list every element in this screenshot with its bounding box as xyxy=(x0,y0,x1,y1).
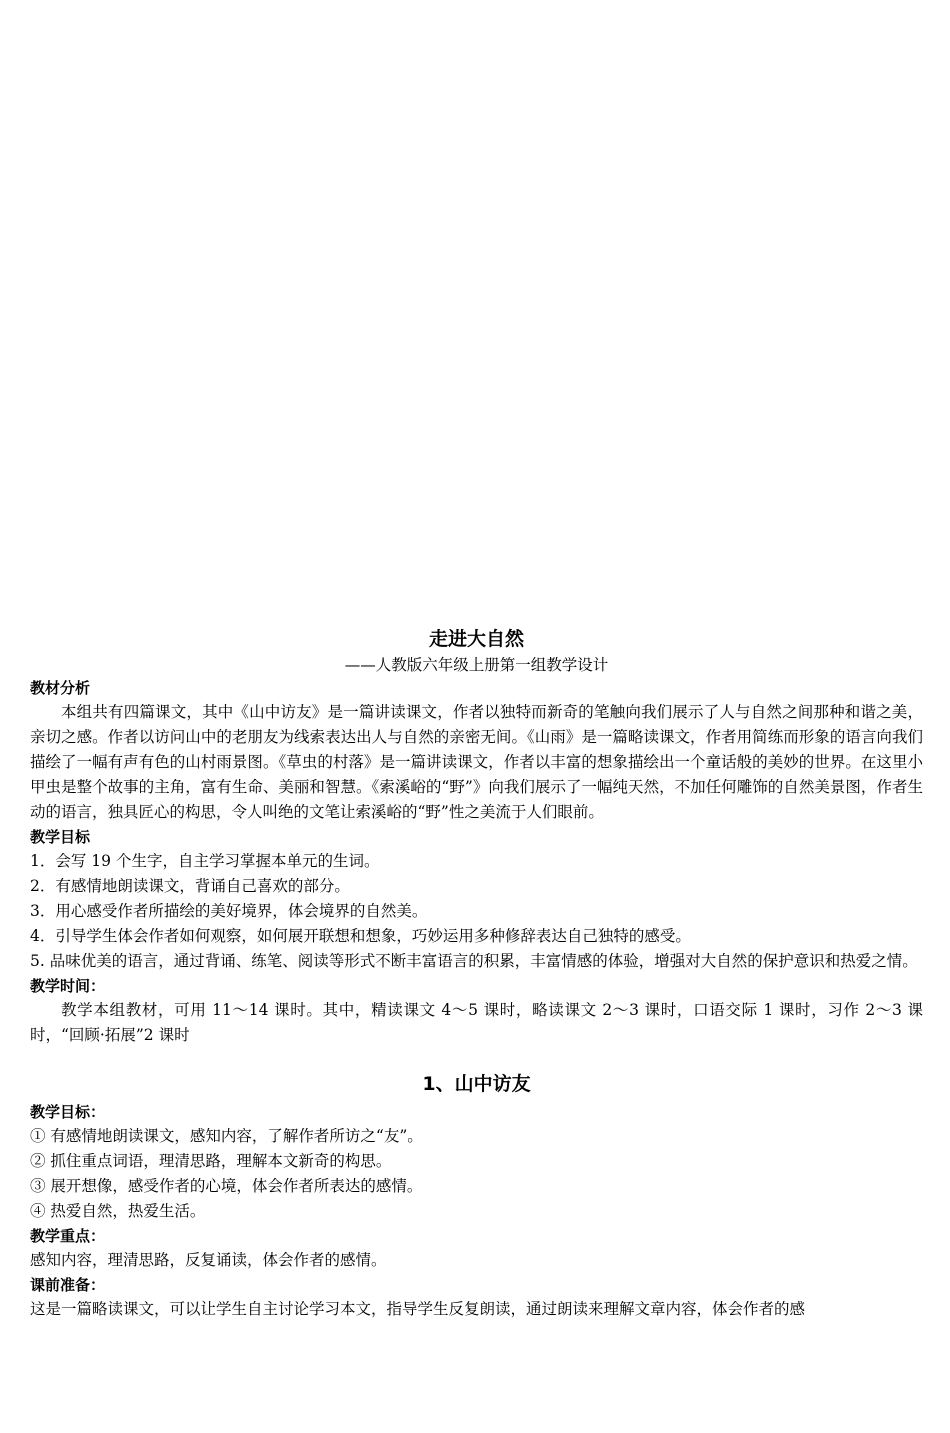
lesson-goal-item: ① 有感情地朗读课文，感知内容，了解作者所访之“友”。 xyxy=(30,1127,423,1145)
unit-goal-item: 5. 品味优美的语言，通过背诵、练笔、阅读等形式不断丰富语言的积累，丰富情感的体验，增强对大自然的保护意识和热爱之情。 xyxy=(30,952,918,970)
unit-goals-list xyxy=(30,849,923,974)
unit-subtitle: ——人教版六年级上册第一组教学设计 xyxy=(344,656,609,674)
key-points-text: 感知内容，理清思路，反复诵读，体会作者的感情。 xyxy=(30,1251,387,1269)
preparation-heading: 课前准备： xyxy=(30,1276,106,1294)
lesson-goal-item: ④ 热爱自然，热爱生活。 xyxy=(30,1202,206,1220)
lesson-goals-heading: 教学目标： xyxy=(30,1103,106,1121)
preparation-text: 这是一篇略读课文，可以让学生自主讨论学习本文，指导学生反复朗读，通过朗读来理解文章内容，体会作者的感 xyxy=(30,1300,806,1318)
lesson-title: 1、山中访友 xyxy=(422,1073,531,1095)
lesson-goal-item: ③ 展开想像，感受作者的心境，体会作者所表达的感情。 xyxy=(30,1177,423,1195)
key-points-heading: 教学重点： xyxy=(30,1227,106,1245)
analysis-paragraph: 本组共有四篇课文，其中《山中访友》是一篇讲读课文，作者以独特而新奇的笔触向我们展示了人与自然之间那种和谐之美，亲切之感。作者以访问山中的老朋友为线索表达出人与自然的亲密无间。《山雨》是一篇略读课文，作者用简练而形象的语言向我们描绘了一幅有声有色的山村雨景图。《草虫的村落》是一篇讲读课文，作者以丰富的想象描绘出一个童话般的美妙的世界。在这里小甲虫是整个故事的主角，富有生命、美丽和智慧。《索溪峪的“野”》向我们展示了一幅纯天然，不加任何雕饰的自然美景图，作者生动的语言，独具匠心的构思，令人叫绝的文笔让索溪峪的“野”性之美流于人们眼前。 xyxy=(30,703,923,821)
lesson-goal-item: ② 抓住重点词语，理清思路，理解本文新奇的构思。 xyxy=(30,1152,392,1170)
teaching-time-paragraph: 教学本组教材，可用 11～14 课时。其中，精读课文 4～5 课时，略读课文 2～3 课时，口语交际 1 课时，习作 2～3 课时，“回顾·拓展”2 课时 xyxy=(30,1001,923,1044)
unit-title: 走进大自然 xyxy=(428,628,524,650)
unit-goal-item: 4．引导学生体会作者如何观察，如何展开联想和想象，巧妙运用多种修辞表达自己独特的感受。 xyxy=(30,927,691,945)
document-page xyxy=(30,624,923,1322)
unit-goals-heading: 教学目标 xyxy=(30,828,91,846)
unit-goal-item: 1．会写 19 个生字，自主学习掌握本单元的生词。 xyxy=(30,852,380,870)
section-spacer xyxy=(30,1048,923,1068)
unit-goal-item: 3．用心感受作者所描绘的美好境界，体会境界的自然美。 xyxy=(30,902,428,920)
lesson-goals-list xyxy=(30,1124,923,1224)
analysis-heading: 教材分析 xyxy=(30,679,91,697)
teaching-time-heading: 教学时间： xyxy=(30,977,106,995)
unit-goal-item: 2．有感情地朗读课文，背诵自己喜欢的部分。 xyxy=(30,877,350,895)
